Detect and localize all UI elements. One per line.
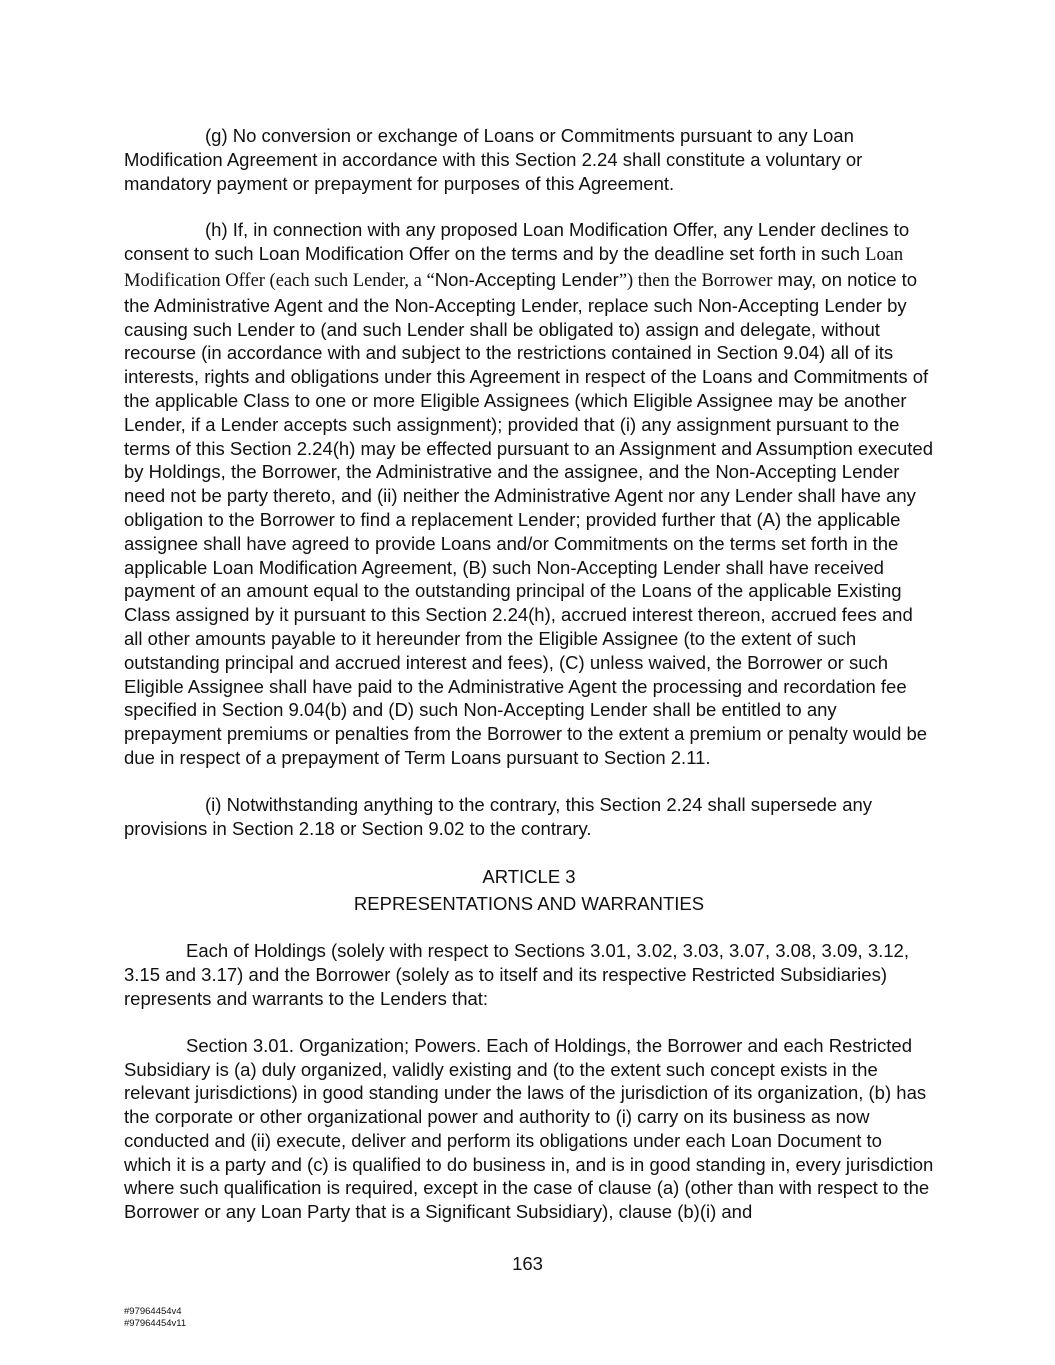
document-body bbox=[124, 124, 934, 1224]
paragraph-h-serif-end: ”) then the Borrower bbox=[618, 270, 773, 291]
article-number: ARTICLE 3 bbox=[482, 866, 576, 888]
paragraph-h-serif-part: Loan Modification Offer (each such Lender, a “ bbox=[124, 245, 904, 291]
article-heading bbox=[124, 863, 934, 917]
document-ids bbox=[124, 1306, 186, 1330]
paragraph-i: (i) Notwithstanding anything to the contrary, this Section 2.24 shall supersede any provisions in Section 2.18 or Section 9.02 to the contrary. bbox=[124, 793, 873, 839]
paragraph-h bbox=[124, 218, 934, 769]
paragraph-h-part3: may, on notice to the Administrative Agent and the Non-Accepting Lender, replace such Non-Accepting Lender by causing such Lender to (and such Lender shall be obligated to) assign and delegate, without recourse (in accordance with and subject to the restrictions contained in Section 9.04) all of its interests, rights and obligations under this Agreement in respect of the Loans and Commitments of the applicable Class to one or more Eligible Assignees (which Eligible Assignee may be another Lender, if a Lender accepts such assignment); provided that (i) any assignment pursuant to the terms of this Section 2.24(h) may be effected pursuant to an Assignment and Assumption executed by Holdings, the Borrower, the Administrative and the assignee, and the Non-Accepting Lender need not be party thereto, and (ii) neither the Administrative Agent nor any Lender shall have any obligation to the Borrower to find a replacement Lender; provided further that (A) the applicable assignee shall have agreed to provide Loans and/or Commitments on the terms set forth in the applicable Loan Modification Agreement, (B) such Non-Accepting Lender shall have received payment of an amount equal to the outstanding principal of the Loans of the applicable Existing Class assigned by it pursuant to this Section 2.24(h), accrued interest thereon, accrued fees and all other amounts payable to it hereunder from the Eligible Assignee (to the extent of such outstanding principal and accrued interest and fees), (C) unless waived, the Borrower or such Eligible Assignee shall have paid to the Administrative Agent the processing and recordation fee specified in Section 9.04(b) and (D) such Non-Accepting Lender shall be entitled to any prepayment premiums or penalties from the Borrower to the extent a premium or penalty would be due in respect of a prepayment of Term Loans pursuant to Section 2.11. bbox=[124, 268, 933, 768]
doc-id-1: #97964454v4 bbox=[124, 1306, 182, 1317]
doc-id-2: #97964454v11 bbox=[124, 1318, 187, 1329]
paragraph-h-part1: (h) If, in connection with any proposed Loan Modification Offer, any Lender declines to consent to such Loan Modification Offer on the terms and by the deadline set forth in such bbox=[124, 219, 910, 265]
page-number: 163 bbox=[512, 1253, 543, 1274]
section-3-01: Section 3.01. Organization; Powers. Each of Holdings, the Borrower and each Restricted Subsidiary is (a) duly organized, validly existing and (to the extent such concept exists in the relevant jurisdictions) in good standing under the laws of the jurisdiction of its organization, (b) has the corporate or other organizational power and authority to (i) carry on its business as now conducted and (ii) execute, deliver and perform its obligations under each Loan Document to which it is a party and (c) is qualified to do business in, and is in good standing in, every jurisdiction where such qualification is required, except in the case of clause (a) (other than with respect to the Borrower or any Loan Party that is a Significant Subsidiary), clause (b)(i) and bbox=[124, 1034, 934, 1223]
intro-paragraph: Each of Holdings (solely with respect to Sections 3.01, 3.02, 3.03, 3.07, 3.08, 3.09, 3.12, 3.15 and 3.17) and the Borrower (solely as to itself and its respective Restricted Subsidiaries) represents and warrants to the Lenders that: bbox=[124, 940, 909, 1009]
article-title: REPRESENTATIONS AND WARRANTIES bbox=[353, 893, 705, 915]
paragraph-g: (g) No conversion or exchange of Loans or Commitments pursuant to any Loan Modification Agreement in accordance with this Section 2.24 shall constitute a voluntary or mandatory payment or prepayment for purposes of this Agreement. bbox=[124, 125, 863, 194]
defined-term-non-accepting-lender: Non-Accepting Lender bbox=[434, 268, 619, 290]
